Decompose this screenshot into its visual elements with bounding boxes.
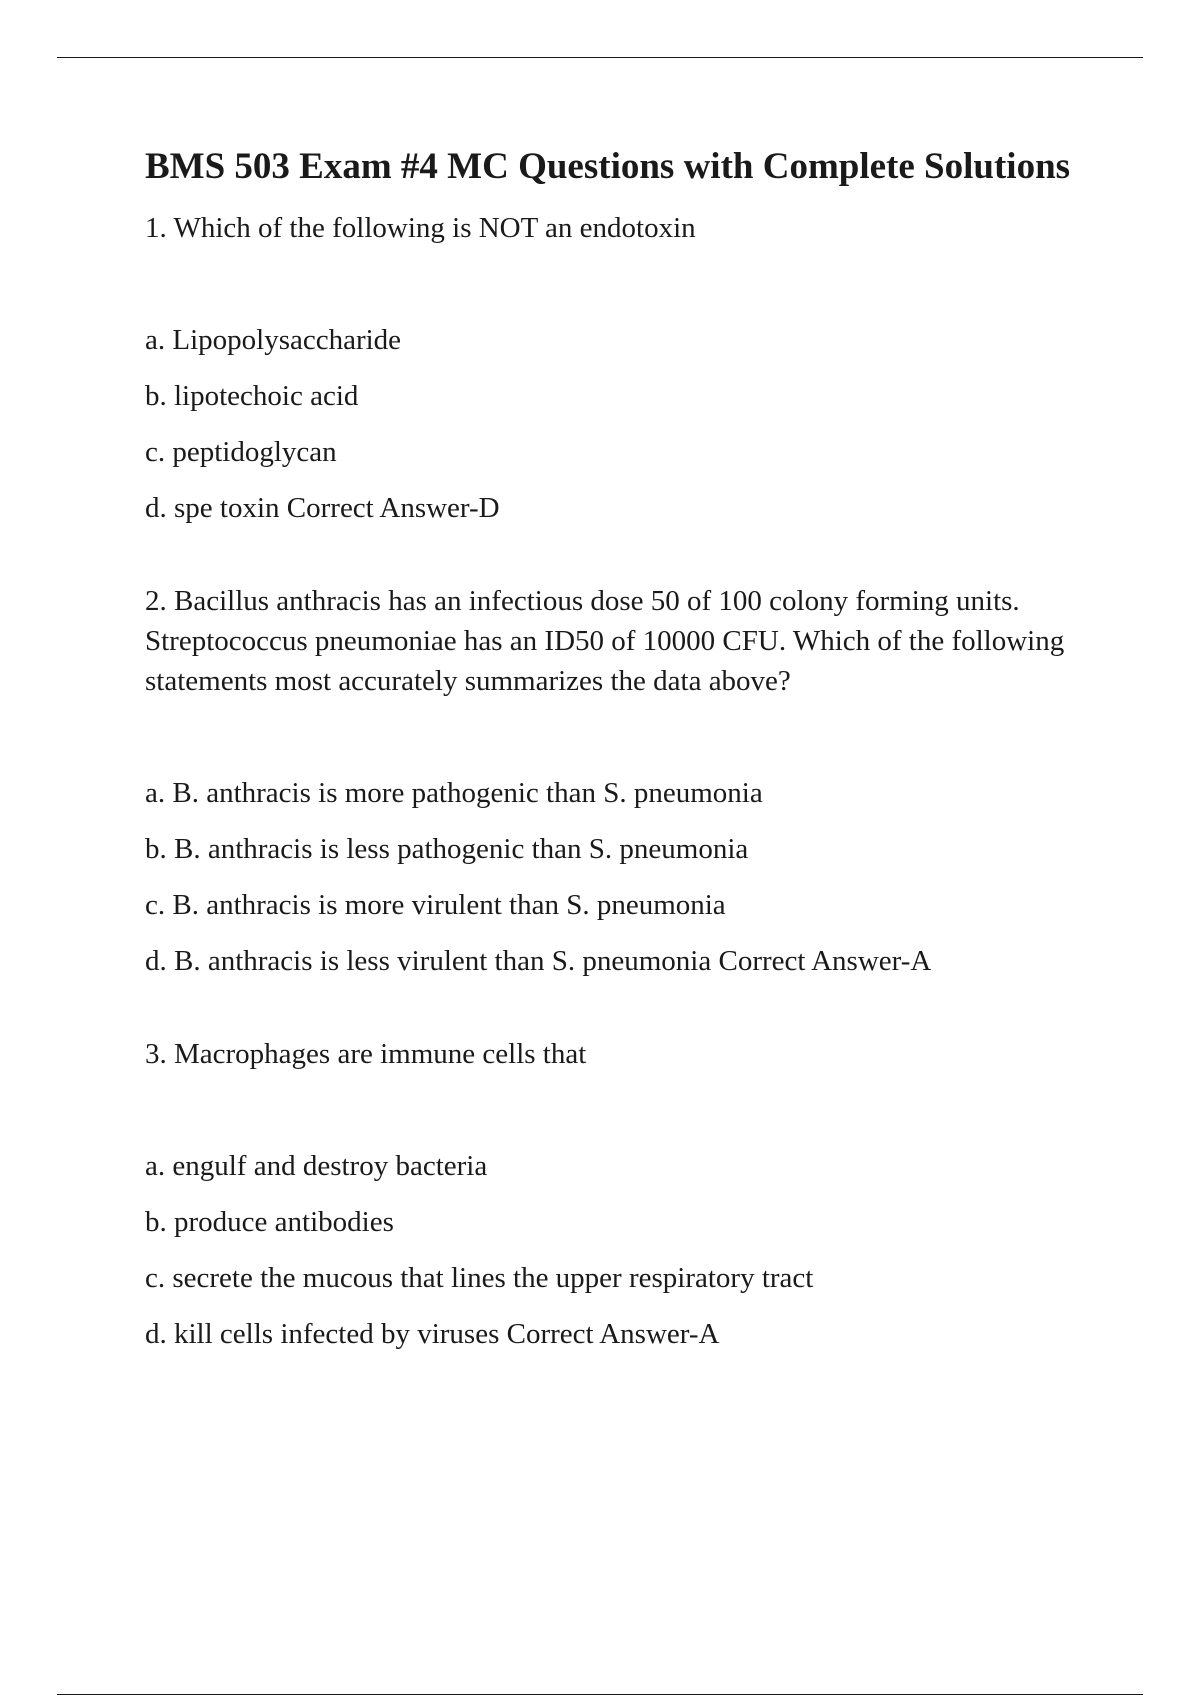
option-c: c. peptidoglycan bbox=[145, 436, 337, 468]
option-a: a. B. anthracis is more pathogenic than S. pneumonia bbox=[145, 777, 763, 809]
question-text: 3. Macrophages are immune cells that bbox=[145, 1038, 587, 1070]
option-a: a. Lipopolysaccharide bbox=[145, 324, 402, 356]
option-d: d. spe toxin Correct Answer-D bbox=[145, 492, 500, 524]
option-d: d. B. anthracis is less virulent than S. pneumonia Correct Answer-A bbox=[145, 945, 932, 977]
options-list bbox=[145, 773, 1105, 981]
options-list bbox=[145, 1146, 1105, 1354]
document-page bbox=[145, 142, 1105, 1370]
correct-answer: Correct Answer-D bbox=[286, 492, 500, 524]
top-rule bbox=[57, 57, 1143, 58]
correct-answer: Correct Answer-A bbox=[506, 1318, 720, 1350]
question-text: 1. Which of the following is NOT an endotoxin bbox=[145, 212, 696, 244]
option-b: b. B. anthracis is less pathogenic than S. pneumonia bbox=[145, 833, 749, 865]
options-list bbox=[145, 320, 1105, 528]
question-block-2 bbox=[145, 581, 1105, 981]
option-a: a. engulf and destroy bacteria bbox=[145, 1150, 488, 1182]
correct-answer: Correct Answer-A bbox=[718, 945, 932, 977]
option-c: c. B. anthracis is more virulent than S. pneumonia bbox=[145, 889, 726, 921]
question-text: 2. Bacillus anthracis has an infectious dose 50 of 100 colony forming units. Streptococcus pneumoniae has an ID50 of 10000 CFU. Which of the following statements most accurately summarizes the data above? bbox=[145, 585, 1065, 697]
question-block-3 bbox=[145, 1034, 1105, 1354]
option-b: b. produce antibodies bbox=[145, 1206, 394, 1238]
option-d: d. kill cells infected by viruses Correct Answer-A bbox=[145, 1318, 720, 1350]
document-title: BMS 503 Exam #4 MC Questions with Complete Solutions bbox=[145, 146, 1071, 187]
question-block-1 bbox=[145, 208, 1105, 528]
bottom-rule bbox=[57, 1694, 1143, 1695]
option-c: c. secrete the mucous that lines the upper respiratory tract bbox=[145, 1262, 814, 1294]
option-b: b. lipotechoic acid bbox=[145, 380, 359, 412]
